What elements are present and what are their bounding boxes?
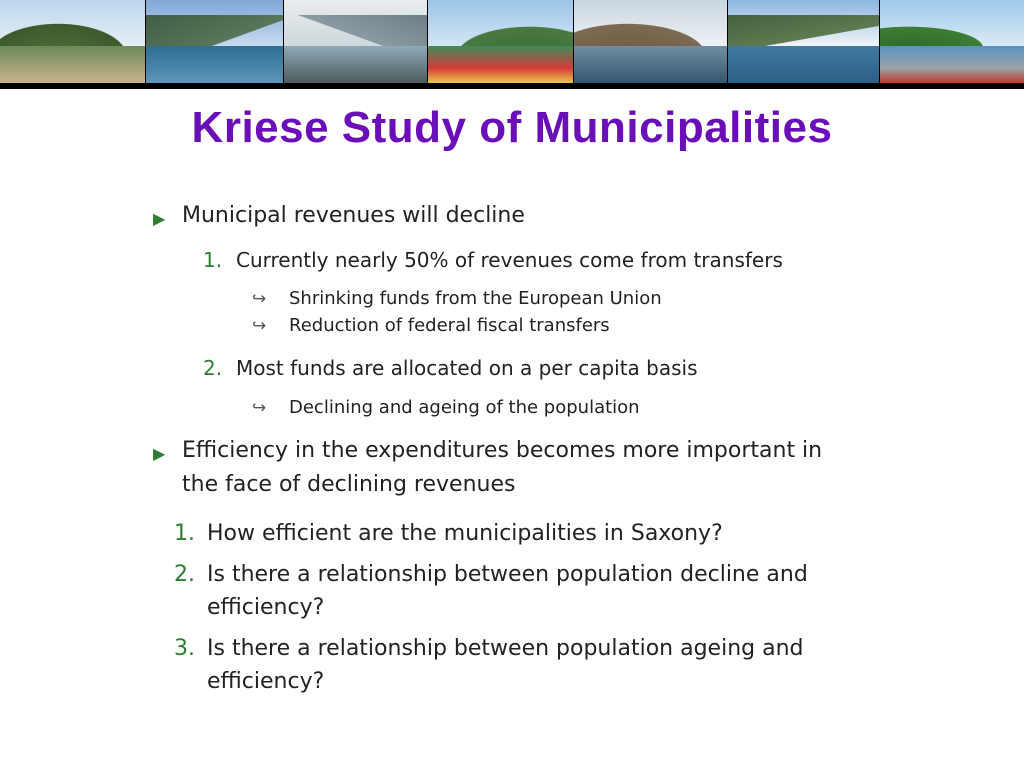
subitem-text: Reduction of federal fiscal transfers (289, 315, 610, 336)
question-number: 2. (174, 562, 195, 587)
slide-title: Kriese Study of Municipalities (191, 103, 833, 152)
item-number: 2. (203, 356, 223, 380)
item-text: Currently nearly 50% of revenues come from transfers (236, 248, 783, 272)
bullet-icon: ▶ (153, 444, 166, 463)
item-number: 1. (203, 248, 223, 272)
hook-arrow-icon: ↪ (252, 398, 267, 418)
bullet-icon: ▶ (153, 209, 166, 228)
question-text: efficiency? (207, 669, 325, 694)
hook-arrow-icon: ↪ (252, 316, 267, 336)
question-number: 3. (174, 636, 195, 661)
question-text: How efficient are the municipalities in Saxony? (207, 521, 723, 546)
question-number: 1. (174, 521, 195, 546)
subitem-text: Shrinking funds from the European Union (289, 288, 662, 309)
bullet-text: Municipal revenues will decline (182, 203, 525, 228)
question-text: efficiency? (207, 595, 325, 620)
bullet-text: Efficiency in the expenditures becomes more important in (182, 438, 823, 463)
bullet-text: the face of declining revenues (182, 472, 516, 497)
item-text: Most funds are allocated on a per capita basis (236, 356, 698, 380)
hook-arrow-icon: ↪ (252, 289, 267, 309)
subitem-text: Declining and ageing of the population (289, 397, 640, 418)
question-text: Is there a relationship between population decline and (207, 562, 808, 587)
question-text: Is there a relationship between population ageing and (207, 636, 804, 661)
